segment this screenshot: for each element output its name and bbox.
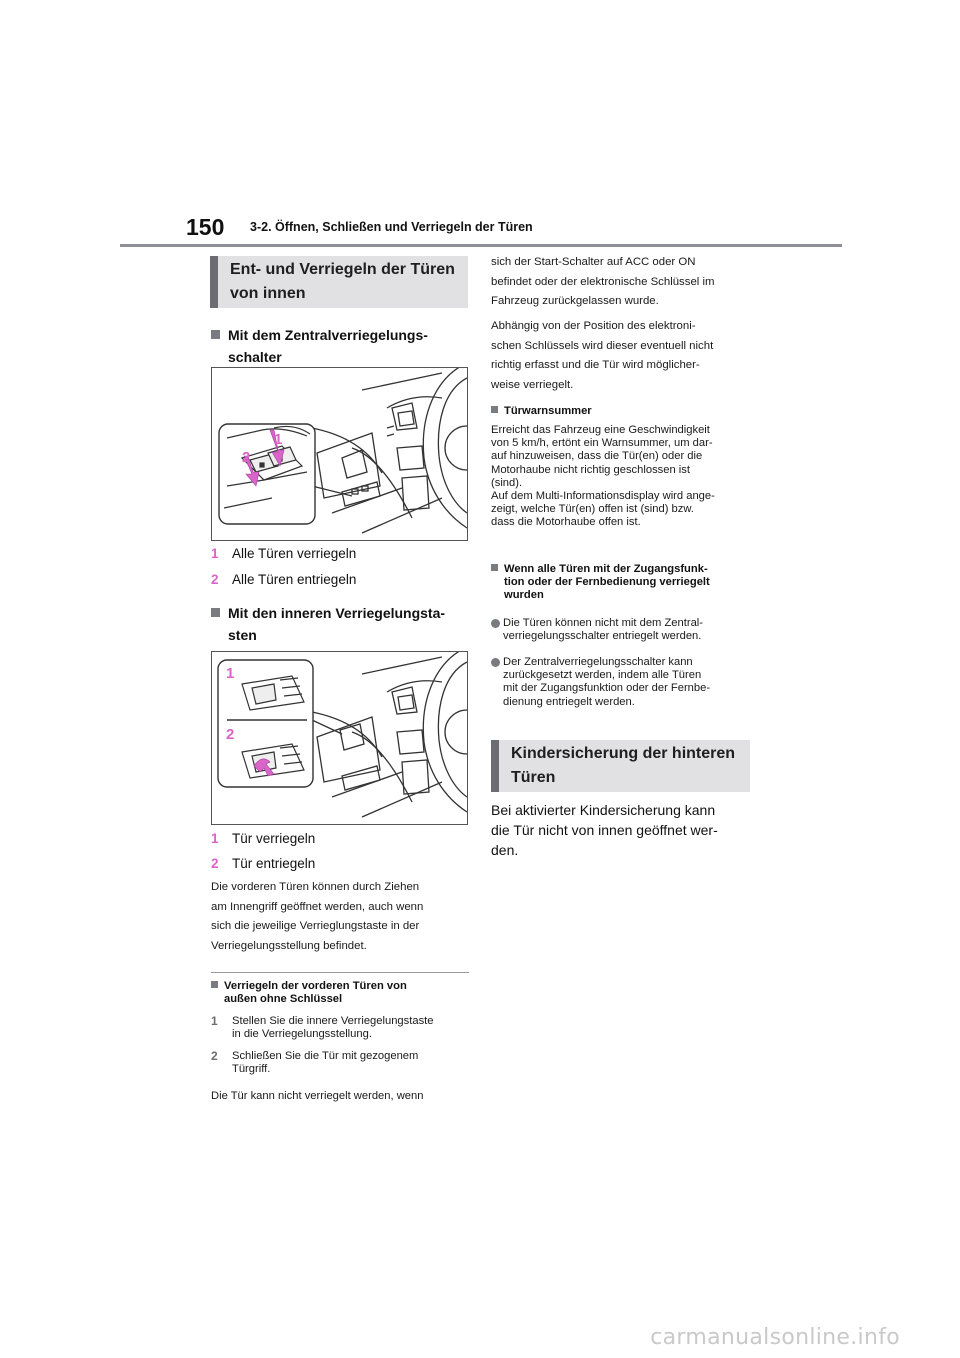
square-bullet-icon bbox=[211, 981, 218, 988]
paragraph-line: richtig erfasst und die Tür wird möglicher- bbox=[491, 359, 700, 371]
step-item bbox=[211, 1050, 469, 1076]
paragraph-line: Abhängig von der Position des elektroni- bbox=[491, 320, 696, 332]
watermark: carmanualsonline.info bbox=[650, 1325, 900, 1350]
bullet-item bbox=[491, 656, 753, 709]
step-line: in die Verriegelungsstellung. bbox=[232, 1028, 372, 1041]
note-line: Motorhaube nicht richtig geschlossen ist bbox=[491, 463, 690, 476]
note-line: Erreicht das Fahrzeug eine Geschwindigkeit bbox=[491, 424, 710, 436]
section-title-line-1: Kindersicherung der hinteren bbox=[511, 745, 736, 762]
paragraph-line: Bei aktivierter Kindersicherung kann bbox=[491, 802, 716, 818]
square-bullet-icon bbox=[491, 564, 498, 571]
note-title-line-1: Wenn alle Türen mit der Zugangsfunk- bbox=[504, 563, 708, 575]
item-number: 1 bbox=[211, 546, 219, 561]
step-line: Schließen Sie die Tür mit gezogenem bbox=[232, 1050, 419, 1062]
paragraph-line: die Tür nicht von innen geöffnet wer- bbox=[491, 822, 718, 838]
round-bullet-icon bbox=[491, 619, 500, 628]
list-item bbox=[211, 855, 315, 873]
note-line: (sind). bbox=[491, 476, 523, 489]
subheading-line-1: Mit dem Zentralverriegelungs- bbox=[228, 327, 428, 343]
figure1-label-1: 1 bbox=[274, 431, 283, 448]
note-title-line-3: wurden bbox=[504, 589, 544, 602]
note-line: dass die Motorhaube offen ist. bbox=[491, 516, 641, 529]
paragraph-line: weise verriegelt. bbox=[491, 378, 574, 391]
item-number: 2 bbox=[211, 572, 219, 587]
step-line: Türgriff. bbox=[232, 1063, 271, 1076]
square-bullet-icon bbox=[491, 406, 498, 413]
note-title: Türwarnsummer bbox=[504, 405, 592, 417]
paragraph-child-lock bbox=[491, 800, 753, 860]
paragraph-key-position bbox=[491, 317, 751, 395]
note-title-line-2: außen ohne Schlüssel bbox=[224, 993, 343, 1006]
item-text: Alle Türen entriegeln bbox=[232, 572, 357, 587]
square-bullet-icon bbox=[211, 330, 220, 339]
step-line: Stellen Sie die innere Verriegelungstaste bbox=[232, 1015, 434, 1027]
note-line: zeigt, welche Tür(en) offen ist (sind) bzw. bbox=[491, 503, 694, 516]
paragraph-line: Verriegelungsstellung befindet. bbox=[211, 939, 367, 952]
note-title-lock-without-key bbox=[211, 980, 469, 1006]
note-body-door-buzzer bbox=[491, 424, 753, 530]
note-tail: Die Tür kann nicht verriegelt werden, wenn bbox=[211, 1090, 424, 1102]
paragraph-line: Die vorderen Türen können durch Ziehen bbox=[211, 881, 420, 893]
item-text: Alle Türen verriegeln bbox=[232, 546, 357, 561]
section-title-box bbox=[210, 256, 468, 308]
paragraph-line: sich der Start-Schalter auf ACC oder ON bbox=[491, 256, 696, 268]
subheading-line-2: sten bbox=[228, 627, 257, 643]
header-rule bbox=[120, 244, 842, 247]
paragraph-front-doors bbox=[211, 878, 469, 956]
note-line: auf hinzuweisen, dass die Tür(en) oder die bbox=[491, 450, 703, 463]
paragraph-line: den. bbox=[491, 842, 519, 858]
note-title-line-2: tion oder der Fernbedienung verriegelt bbox=[504, 576, 710, 589]
figure2-label-1: 1 bbox=[226, 665, 235, 682]
step-number: 1 bbox=[211, 1014, 218, 1028]
item-text: Tür entriegeln bbox=[232, 856, 316, 871]
section-title-line-2: von innen bbox=[230, 285, 306, 302]
note-title-door-buzzer bbox=[491, 405, 751, 418]
section-title bbox=[230, 258, 455, 306]
bullet-line: verriegelungsschalter entriegelt werden. bbox=[503, 630, 702, 643]
note-title-line-1: Verriegeln der vorderen Türen von bbox=[224, 980, 407, 992]
subheading-line-2: schalter bbox=[228, 349, 282, 365]
figure-central-lock-switch bbox=[211, 367, 468, 541]
page-number: 150 bbox=[186, 214, 225, 240]
section-title bbox=[511, 742, 735, 790]
item-text: Tür verriegeln bbox=[232, 831, 316, 846]
item-number: 2 bbox=[211, 856, 219, 871]
section-title-box-child-lock bbox=[491, 740, 750, 792]
dashboard-illustration-1 bbox=[212, 368, 467, 540]
bullet-line: Der Zentralverriegelungsschalter kann bbox=[503, 656, 693, 668]
bullet-item bbox=[491, 617, 753, 643]
subheading-line-1: Mit den inneren Verriegelungsta- bbox=[228, 605, 446, 621]
paragraph-line: sich die jeweilige Verrieglungstaste in der bbox=[211, 920, 420, 932]
bullet-line: zurückgesetzt werden, indem alle Türen bbox=[503, 669, 702, 682]
note-line: Auf dem Multi-Informationsdisplay wird ange- bbox=[491, 490, 715, 503]
section-title-line-2: Türen bbox=[511, 769, 556, 786]
step-number: 2 bbox=[211, 1049, 218, 1063]
bullet-line: mit der Zugangsfunktion oder der Fernbe- bbox=[503, 682, 711, 695]
subheading-central-lock-switch bbox=[211, 324, 467, 368]
section-title-line-1: Ent- und Verriegeln der Türen bbox=[230, 261, 455, 278]
bullet-line: Die Türen können nicht mit dem Zentral- bbox=[503, 617, 704, 629]
paragraph-line: befindet oder der elektronische Schlüssel im bbox=[491, 275, 715, 288]
paragraph-line: schen Schlüssels wird dieser eventuell nicht bbox=[491, 339, 714, 352]
note-title-smart-entry-locked bbox=[491, 563, 753, 603]
bullet-line: dienung entriegelt werden. bbox=[503, 695, 635, 708]
note-divider bbox=[211, 972, 469, 973]
dashboard-illustration-2 bbox=[212, 652, 467, 824]
step-item bbox=[211, 1015, 469, 1041]
round-bullet-icon bbox=[491, 658, 500, 667]
subheading-inner-lock-buttons bbox=[211, 602, 467, 646]
list-item bbox=[211, 830, 315, 848]
paragraph-continued bbox=[491, 253, 751, 312]
figure-inner-lock-buttons bbox=[211, 651, 468, 825]
note-line: von 5 km/h, ertönt ein Warnsummer, um dar- bbox=[491, 437, 713, 450]
paragraph-line: Fahrzeug zurückgelassen wurde. bbox=[491, 295, 659, 307]
list-item bbox=[211, 545, 356, 563]
figure1-label-2: 2 bbox=[242, 449, 251, 466]
list-item bbox=[211, 571, 356, 589]
figure2-label-2: 2 bbox=[226, 726, 235, 743]
chapter-title: 3-2. Öffnen, Schließen und Verriegeln der Türen bbox=[250, 220, 533, 234]
paragraph-line: am Innengriff geöffnet werden, auch wenn bbox=[211, 900, 424, 913]
item-number: 1 bbox=[211, 831, 219, 846]
square-bullet-icon bbox=[211, 608, 220, 617]
